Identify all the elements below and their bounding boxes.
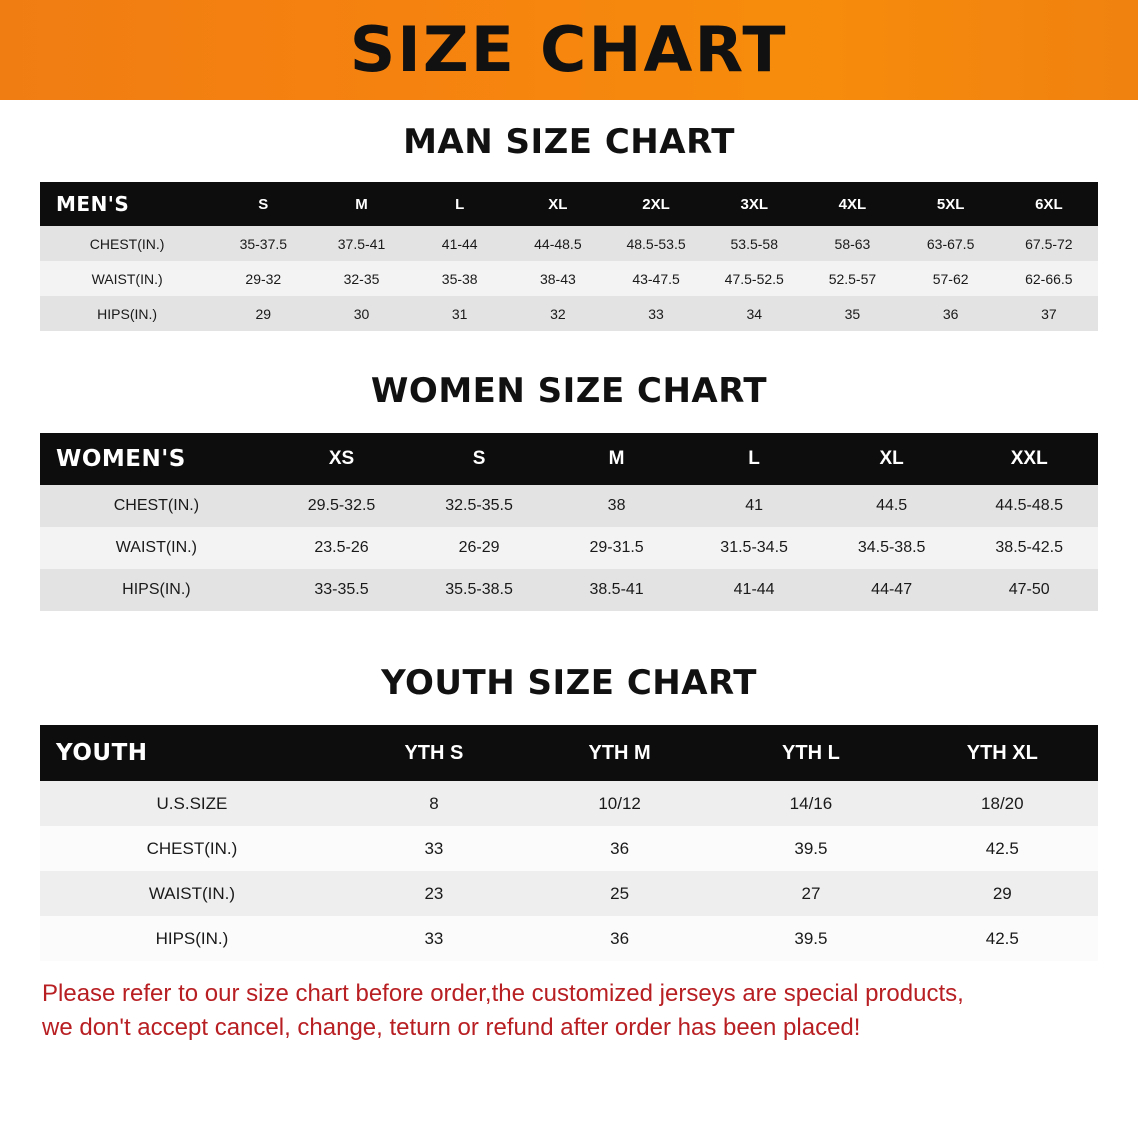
youth-row1-c1: 33 bbox=[424, 838, 444, 858]
men-size-table bbox=[40, 182, 1098, 331]
women-section-title: WOMEN SIZE CHART bbox=[370, 371, 768, 411]
women-row2-label: HIPS(IN.) bbox=[122, 581, 191, 598]
youth-row2-c3: 27 bbox=[801, 883, 821, 903]
women-row0-c1: 29.5-32.5 bbox=[307, 497, 376, 514]
men-row1-c5: 43-47.5 bbox=[632, 270, 680, 287]
table-row bbox=[40, 296, 1098, 331]
men-row2-c9: 37 bbox=[1041, 305, 1057, 322]
table-header-row bbox=[40, 182, 1098, 226]
disclaimer-note bbox=[0, 977, 1138, 1045]
men-header-6xl: 6XL bbox=[1035, 195, 1063, 213]
disclaimer-line-1: Please refer to our size chart before order,the customized jerseys are special products, bbox=[42, 980, 964, 1007]
men-row2-c8: 36 bbox=[942, 305, 959, 322]
youth-row2-c4: 29 bbox=[992, 883, 1012, 903]
table-row bbox=[40, 485, 1098, 527]
men-row0-c9: 67.5-72 bbox=[1025, 235, 1073, 252]
youth-header-s: YTH S bbox=[404, 741, 464, 764]
men-row2-label: HIPS(IN.) bbox=[97, 305, 158, 322]
men-row1-c9: 62-66.5 bbox=[1025, 270, 1073, 287]
youth-row0-label: U.S.SIZE bbox=[156, 793, 228, 813]
women-row0-c4: 41 bbox=[745, 497, 763, 514]
women-row1-c6: 38.5-42.5 bbox=[995, 539, 1063, 556]
youth-row0-c4: 18/20 bbox=[981, 793, 1024, 813]
men-row0-c6: 53.5-58 bbox=[730, 235, 778, 252]
women-row2-c4: 41-44 bbox=[733, 581, 775, 598]
men-header-label: MEN'S bbox=[56, 192, 130, 216]
men-row1-c4: 38-43 bbox=[539, 270, 576, 287]
youth-header-l: YTH L bbox=[782, 741, 840, 764]
men-row2-c5: 33 bbox=[648, 305, 664, 322]
table-header-row bbox=[40, 433, 1098, 485]
youth-row3-c4: 42.5 bbox=[985, 928, 1019, 948]
men-row0-c3: 41-44 bbox=[441, 235, 478, 252]
men-row2-c4: 32 bbox=[550, 305, 566, 322]
men-section-title: MAN SIZE CHART bbox=[403, 122, 735, 162]
youth-row1-label: CHEST(IN.) bbox=[146, 838, 238, 858]
men-row1-c6: 47.5-52.5 bbox=[724, 270, 784, 287]
page-title: SIZE CHART bbox=[350, 13, 788, 86]
youth-row1-c3: 39.5 bbox=[794, 838, 828, 858]
women-row2-c3: 38.5-41 bbox=[589, 581, 644, 598]
women-row2-c2: 35.5-38.5 bbox=[445, 581, 513, 598]
youth-section-title: YOUTH SIZE CHART bbox=[381, 663, 757, 703]
table-row bbox=[40, 916, 1098, 961]
women-row2-c6: 47-50 bbox=[1008, 581, 1050, 598]
women-row1-c5: 34.5-38.5 bbox=[857, 539, 926, 556]
women-row0-c6: 44.5-48.5 bbox=[995, 497, 1063, 514]
men-row1-label: WAIST(IN.) bbox=[91, 270, 163, 287]
women-table-wrap bbox=[0, 433, 1138, 611]
men-header-m: M bbox=[355, 195, 368, 213]
men-row1-c7: 52.5-57 bbox=[828, 270, 877, 287]
table-row bbox=[40, 781, 1098, 826]
men-row2-c3: 31 bbox=[451, 305, 468, 322]
men-row1-c1: 29-32 bbox=[245, 270, 282, 287]
youth-table-wrap bbox=[0, 725, 1138, 961]
men-row1-c8: 57-62 bbox=[932, 270, 969, 287]
men-header-s: S bbox=[258, 195, 269, 213]
men-header-xl: XL bbox=[548, 195, 568, 213]
men-header-2xl: 2XL bbox=[642, 195, 670, 213]
women-header-xs: XS bbox=[328, 448, 355, 469]
women-row1-label: WAIST(IN.) bbox=[115, 539, 197, 556]
women-row0-c3: 38 bbox=[607, 497, 626, 514]
youth-row3-label: HIPS(IN.) bbox=[155, 928, 229, 948]
youth-row2-c1: 23 bbox=[424, 883, 444, 903]
women-row0-c2: 32.5-35.5 bbox=[445, 497, 513, 514]
women-header-m: M bbox=[608, 448, 625, 469]
women-row2-c1: 33-35.5 bbox=[314, 581, 369, 598]
women-row1-c4: 31.5-34.5 bbox=[720, 539, 788, 556]
women-header-xl: XL bbox=[879, 448, 904, 469]
men-header-4xl: 4XL bbox=[838, 195, 867, 213]
youth-row3-c1: 33 bbox=[424, 928, 444, 948]
table-row bbox=[40, 527, 1098, 569]
youth-row3-c2: 36 bbox=[610, 928, 630, 948]
women-header-s: S bbox=[472, 448, 486, 469]
table-row bbox=[40, 261, 1098, 296]
table-row bbox=[40, 826, 1098, 871]
women-row2-c5: 44-47 bbox=[871, 581, 913, 598]
youth-row1-c4: 42.5 bbox=[985, 838, 1019, 858]
youth-row0-c1: 8 bbox=[429, 793, 439, 813]
men-row0-c7: 58-63 bbox=[834, 235, 871, 252]
women-header-label: WOMEN'S bbox=[56, 446, 186, 472]
men-row0-c8: 63-67.5 bbox=[926, 235, 975, 252]
men-row2-c2: 30 bbox=[353, 305, 370, 322]
table-row bbox=[40, 871, 1098, 916]
women-size-table bbox=[40, 433, 1098, 611]
disclaimer-line-2: we don't accept cancel, change, teturn or refund after order has been placed! bbox=[42, 1014, 861, 1042]
women-row1-c2: 26-29 bbox=[458, 539, 500, 556]
women-row1-c1: 23.5-26 bbox=[314, 539, 369, 556]
men-row1-c2: 32-35 bbox=[343, 270, 380, 287]
table-header-row bbox=[40, 725, 1098, 781]
youth-header-xl: YTH XL bbox=[966, 741, 1038, 764]
women-row0-label: CHEST(IN.) bbox=[113, 497, 200, 514]
men-row2-c1: 29 bbox=[255, 305, 272, 322]
women-header-l: L bbox=[748, 448, 760, 469]
men-header-3xl: 3XL bbox=[740, 195, 768, 213]
men-row2-c7: 35 bbox=[844, 305, 861, 322]
men-header-l: L bbox=[455, 195, 465, 213]
women-row1-c3: 29-31.5 bbox=[589, 539, 644, 556]
men-table-wrap bbox=[0, 182, 1138, 331]
men-row2-c6: 34 bbox=[746, 305, 763, 322]
table-row bbox=[40, 226, 1098, 261]
men-header-5xl: 5XL bbox=[936, 195, 965, 213]
men-row0-c5: 48.5-53.5 bbox=[626, 235, 686, 252]
youth-row2-label: WAIST(IN.) bbox=[148, 883, 236, 903]
youth-row0-c3: 14/16 bbox=[789, 793, 833, 813]
men-row0-c1: 35-37.5 bbox=[239, 235, 288, 252]
youth-size-table bbox=[40, 725, 1098, 961]
women-row0-c5: 44.5 bbox=[876, 497, 908, 514]
youth-row0-c2: 10/12 bbox=[598, 793, 641, 813]
banner bbox=[0, 0, 1138, 100]
men-row1-c3: 35-38 bbox=[441, 270, 478, 287]
table-row bbox=[40, 569, 1098, 611]
youth-row1-c2: 36 bbox=[610, 838, 630, 858]
women-header-xxl: XXL bbox=[1010, 448, 1048, 469]
men-row0-c4: 44-48.5 bbox=[534, 235, 582, 252]
men-row0-label: CHEST(IN.) bbox=[89, 235, 165, 252]
youth-header-label: YOUTH bbox=[56, 740, 148, 766]
youth-header-m: YTH M bbox=[588, 741, 651, 764]
men-row0-c2: 37.5-41 bbox=[337, 235, 386, 252]
youth-row3-c3: 39.5 bbox=[794, 928, 828, 948]
youth-row2-c2: 25 bbox=[610, 883, 630, 903]
